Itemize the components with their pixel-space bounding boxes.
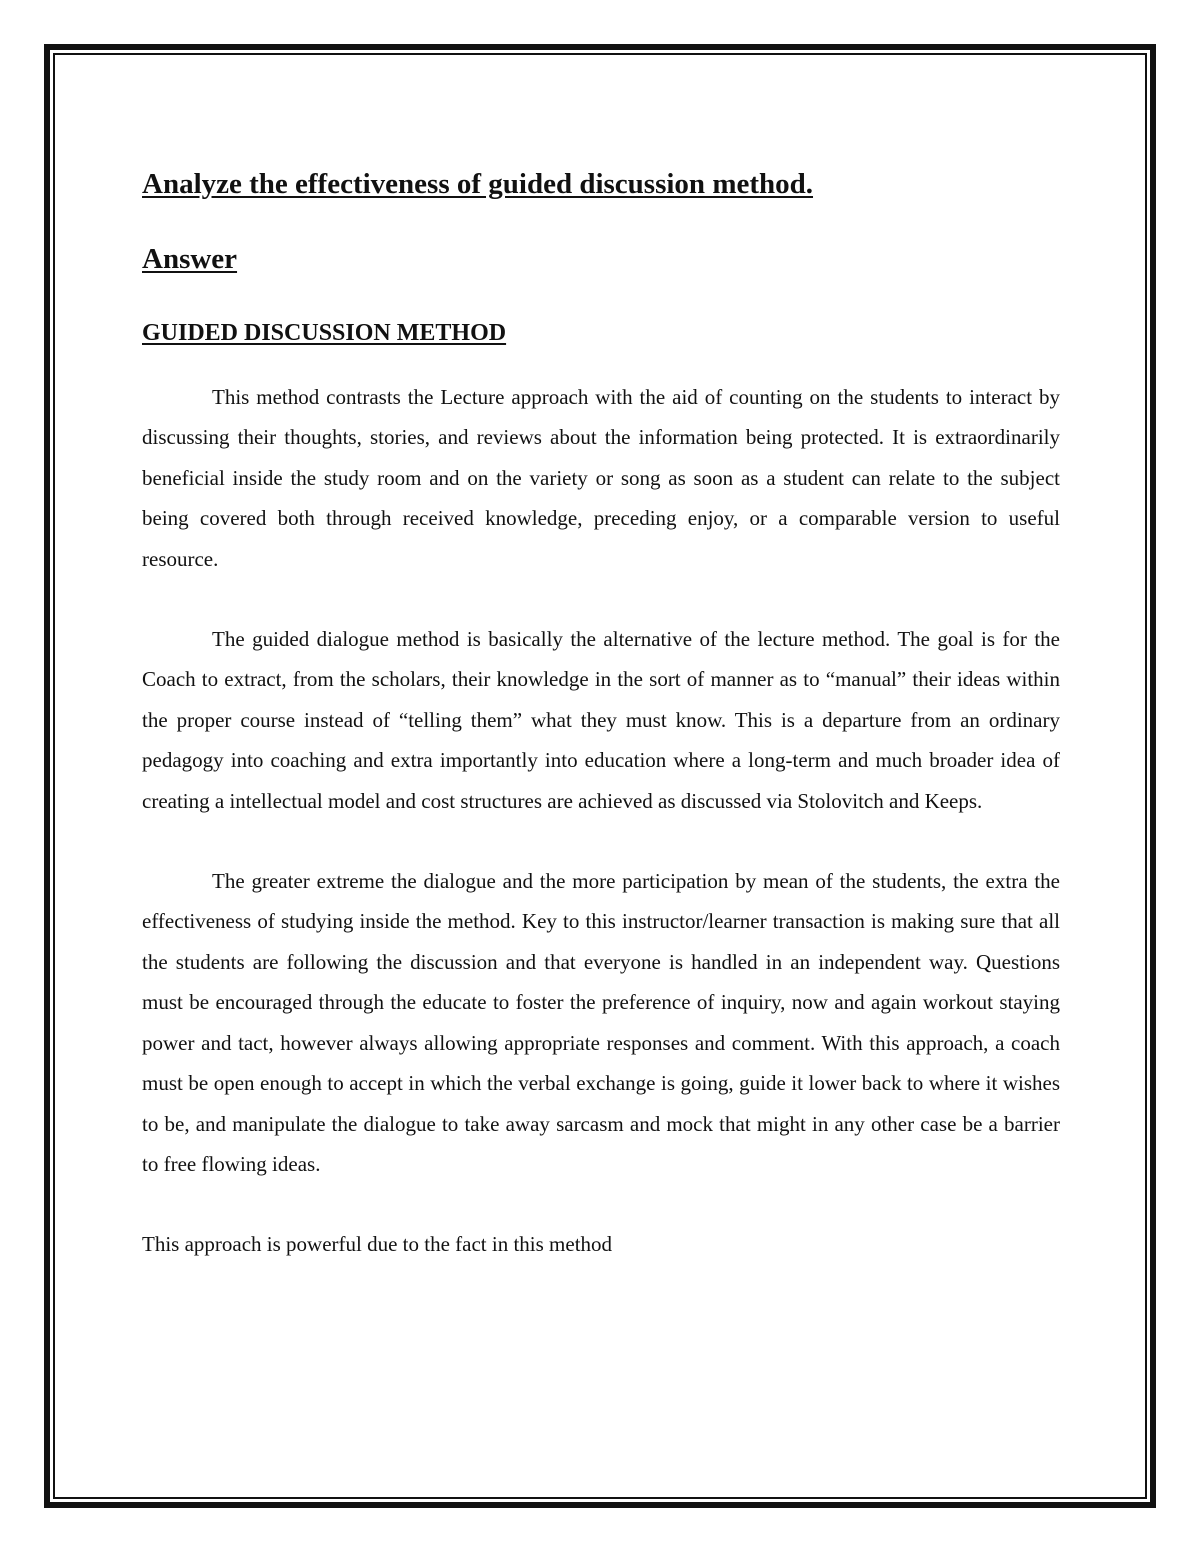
document-body xyxy=(142,160,1060,1265)
closing-line: This approach is powerful due to the fact in this method xyxy=(142,1232,613,1257)
paragraph: This method contrasts the Lecture approach with the aid of counting on the students to interact by discussing their thoughts, stories, and reviews about the information being protected. It is extraordinarily beneficial inside the study room and on the variety or song as soon as a student can relate to the subject being covered both through received knowledge, preceding enjoy, or a comparable version to useful resource. xyxy=(142,385,1060,571)
paragraph: The greater extreme the dialogue and the more participation by mean of the students, the extra the effectiveness of studying inside the method. Key to this instructor/learner transaction is making sure that all the students are following the discussion and that everyone is handled in an independent way. Questions must be encouraged through the educate to foster the preference of inquiry, now and again workout staying power and tact, however always allowing appropriate responses and comment. With this approach, a coach must be open enough to accept in which the verbal exchange is going, guide it lower back to where it wishes to be, and manipulate the dialogue to take away sarcasm and mock that might in any other case be a barrier to free flowing ideas. xyxy=(142,869,1060,1176)
section-heading: GUIDED DISCUSSION METHOD xyxy=(142,320,507,346)
answer-heading: Answer xyxy=(142,243,238,275)
question-heading: Analyze the effectiveness of guided discussion method. xyxy=(142,168,814,200)
paragraph: The guided dialogue method is basically the alternative of the lecture method. The goal is for the Coach to extract, from the scholars, their knowledge in the sort of manner as to “manual” their ideas within the proper course instead of “telling them” what they must know. This is a departure from an ordinary pedagogy into coaching and extra importantly into education where a long-term and much broader idea of creating a intellectual model and cost structures are achieved as discussed via Stolovitch and Keeps. xyxy=(142,627,1060,813)
